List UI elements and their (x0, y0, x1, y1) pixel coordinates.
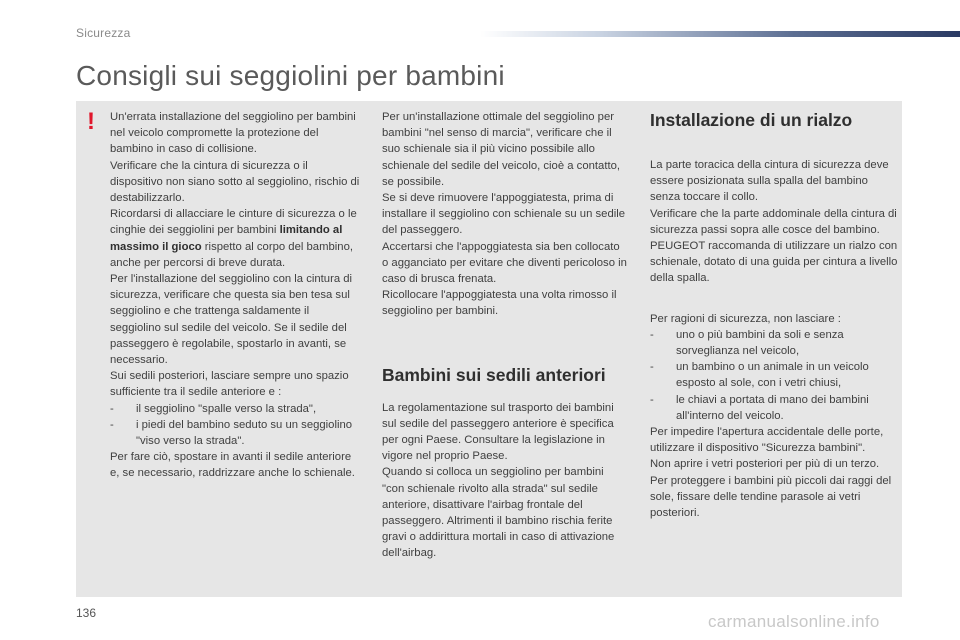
paragraph: Per ragioni di sicurezza, non lasciare : (650, 312, 841, 325)
emphasis-text: limitando al massimo il gioco (110, 224, 343, 253)
dash-marker: - (110, 402, 114, 415)
list-item-text: i piedi del bambino seduto su un seggiolino "viso verso la strada". (136, 418, 353, 448)
paragraph: Sui sedili posteriori, lasciare sempre uno spazio sufficiente tra il sedile anteriore e : (110, 370, 349, 399)
section-label: Sicurezza (76, 26, 131, 40)
section-heading-front-seats: Bambini sui sedili anteriori (382, 364, 606, 385)
list-item-text: il seggiolino "spalle verso la strada", (136, 402, 317, 415)
text-run: rispetto al corpo del bambino, anche per percorsi di breve durata. (110, 240, 353, 269)
paragraph: Per impedire l'apertura accidentale delle porte, utilizzare il dispositivo "Sicurezza bambini". (650, 426, 884, 455)
paragraph: Per proteggere i bambini più piccoli dai raggi del sole, fissare delle tendine parasole ai vetri posteriori. (650, 474, 892, 520)
paragraph: Non aprire i vetri posteriori per più di un terzo. (650, 458, 880, 471)
dash-marker: - (650, 361, 654, 374)
paragraph: Quando si colloca un seggiolino per bambini "con schienale rivolto alla strada" sul sedile anteriore, disattivare l'airbag frontale del passeggero. Altrimenti il bambino rischia ferite gravi o addirittura mortali in caso di attivazione dell'airbag. (382, 466, 615, 560)
page-number: 136 (76, 606, 97, 620)
bullet-list (650, 327, 900, 424)
paragraph: Per l'installazione del seggiolino con la cintura di sicurezza, verificare che questa sia ben tesa sul seggiolino e che trattenga saldamente il seggiolino sul sedile del veicolo. Se il sedile del passeggero è regolabile, spostarlo in avanti, se necessario. (110, 273, 353, 367)
paragraph: La regolamentazione sul trasporto dei bambini sul sedile del passeggero anteriore è specifica per ogni Paese. Consultare la legislazione in vigore nel proprio Paese. (382, 401, 614, 463)
section-heading-booster: Installazione di un rialzo (650, 110, 853, 130)
list-item-text: un bambino o un animale in un veicolo esposto al sole, con i vetri chiusi, (676, 361, 869, 390)
exclamation-warning-icon: ! (87, 108, 95, 135)
column-left (110, 109, 360, 482)
list-item (110, 417, 360, 449)
paragraph: La parte toracica della cintura di sicurezza deve essere posizionata sulla spalla del bambino senza toccare il collo. (650, 159, 889, 204)
paragraph: Un'errata installazione del seggiolino per bambini nel veicolo compromette la protezione del bambino in caso di collisione. (110, 111, 356, 156)
dash-marker: - (650, 393, 654, 406)
column-right (650, 109, 900, 521)
header-gradient-bar (480, 31, 960, 37)
paragraph: Verificare che la cintura di sicurezza o il dispositivo non siano sotto al seggiolino, rischio di destabilizzarlo. (110, 159, 360, 205)
list-item (650, 392, 900, 424)
list-item (110, 401, 360, 417)
paragraph: Se si deve rimuovere l'appoggiatesta, prima di installare il seggiolino con schienale su un sedile del passeggero. (382, 192, 626, 237)
dash-marker: - (110, 418, 114, 431)
list-item-text: le chiavi a portata di mano dei bambini all'interno del veicolo. (676, 393, 869, 422)
list-item-text: uno o più bambini da soli e senza sorveglianza nel veicolo, (676, 328, 844, 358)
paragraph: Verificare che la parte addominale della cintura di sicurezza passi sopra alle cosce del bambino. (650, 207, 897, 236)
text-run: Ricordarsi di allacciare le cinture di sicurezza o le cinghie dei seggiolini per bambini (110, 208, 357, 237)
paragraph: Ricollocare l'appoggiatesta una volta rimosso il seggiolino per bambini. (382, 289, 617, 318)
list-item (650, 327, 900, 359)
bullet-list (110, 401, 360, 450)
list-item (650, 359, 900, 391)
page-title: Consigli sui seggiolini per bambini (76, 60, 505, 91)
paragraph: PEUGEOT raccomanda di utilizzare un rialzo con schienale, dotato di una guida per cintura a livello della spalla. (650, 240, 898, 285)
paragraph: Per un'installazione ottimale del seggiolino per bambini "nel senso di marcia", verificare che il suo schienale sia il più vicino possibile allo schienale del sedile del veicolo, cioè a contatto, se possibile. (382, 111, 621, 188)
paragraph: Accertarsi che l'appoggiatesta sia ben collocato o agganciato per evitare che diventi pericoloso in caso di brusca frenata. (382, 240, 627, 286)
paragraph (110, 206, 360, 271)
paragraph: Per fare ciò, spostare in avanti il sedile anteriore e, se necessario, raddrizzare anche lo schienale. (110, 451, 355, 480)
watermark: carmanualsonline.info (708, 612, 880, 631)
dash-marker: - (650, 328, 654, 341)
column-middle (382, 109, 628, 562)
